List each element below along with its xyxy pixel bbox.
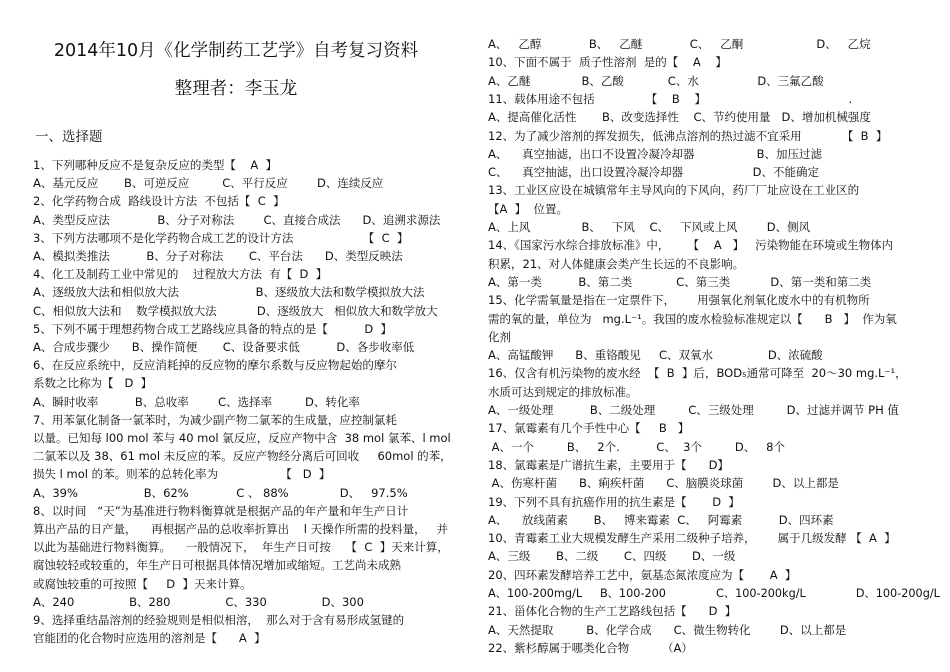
text-line: A、伤寒杆菌 B、痢疾杆菌 C、脑膜炎球菌 D、以上都是 [488, 476, 839, 491]
text-line: A、提高催化活性 B、改变选择性 C、节约使用量 D、增加机械强度 [488, 110, 871, 125]
text-line: A、乙醚 B、乙酸 C、水 D、三氟乙酸 [488, 73, 824, 88]
text-line: 积累，21、对人体健康会类产生长远的不良影响。 [488, 256, 745, 271]
text-line: A、100-200mg/L B、100-200 C、100-200kg/L D、100-200g/L [488, 586, 940, 600]
text-line: A、天然提取 B、化学合成 C、微生物转化 D、以上都是 [488, 622, 847, 637]
text-line: 算出产品的日产量， 再根据产品的总收率折算出 l 天操作所需的投料量， 并 [33, 522, 449, 536]
text-line: 16、仅含有机污染物的废水经 【 B 】后，BOD₅通常可降至 20～30 mg.L⁻¹， [488, 366, 907, 381]
text-line: 18、氯霉素是广谱抗生素，主要用于【 D】 [488, 457, 729, 472]
text-line: 【A 】 位置。 [488, 201, 568, 216]
text-line: 二氯苯以及 38、61 mol 未反应的苯。反应产物经分离后可回收 60mol 的苯， [33, 449, 452, 464]
text-line: 4、化工及制药工业中常见的 过程放大方法 有【 D 】 [33, 267, 328, 282]
text-line: 13、工业区应设在城镇常年主导风向的下风向，药厂厂址应设在工业区的 [488, 183, 860, 198]
text-line: 15、化学需氧量是指在一定票件下， 用强氧化剂氧化废水中的有机物所 [488, 293, 870, 308]
text-line: A、 放线菌素 B、 博来霉素 C、 阿霉素 D、四环素 [488, 512, 834, 527]
text-line: 以量。已知每 l00 mol 苯与 40 mol 氯反应，反应产物中含 38 mol 氯苯、l mol [33, 431, 451, 445]
text-line: A、第一类 B、第二类 C、第三类 D、第一类和第二类 [488, 274, 872, 289]
text-line: 14、《国家污水综合排放标准》中， 【 A 】 污染物能在环境或生物体内 [488, 238, 894, 253]
text-line: 10、青霉素工业大规模发酵生产采用二级种子培养， 属于几级发酵 【 A 】 [488, 531, 896, 546]
text-line: 或腐蚀较重的可按照【 D 】天来计算。 [33, 576, 252, 591]
text-line: 化剂 [488, 329, 511, 344]
text-line: 19、下列不具有抗癌作用的抗生素是【 D 】 [488, 494, 740, 509]
text-line: 10、下面不属于 质子性溶剂 是的【 A 】 [488, 55, 727, 70]
text-line: A、类型反应法 B、分子对称法 C、直接合成法 D、追溯求源法 [33, 212, 441, 227]
text-line: A、39% B、62% C 、 88% D、 97.5% [33, 485, 408, 500]
text-line: A、 真空抽滤，出口不设置冷凝冷却器 B、加压过滤 [488, 146, 823, 161]
text-line: A、 乙醇 B、 乙醚 C、 乙酮 D、 乙烷 [488, 37, 871, 51]
text-line: A、逐级放大法和相似放大法 B、逐级放大法和数学模拟放大法 [33, 285, 425, 300]
text-line: 需的氧的量，单位为 mg.L⁻¹。我国的废水检验标准规定以【 B 】 作为氧 [488, 311, 897, 326]
text-line: 系数之比称为【 D 】 [33, 376, 153, 391]
author-line: 整理者：李玉龙 [174, 79, 298, 99]
document-title: 2014年10月《化学制药工艺学》自考复习资料 [53, 41, 419, 61]
text-line: 5、下列不属于理想药物合成工艺路线应具备的特点的是【 D 】 [33, 321, 393, 336]
text-line: 11、载体用途不包括 【 B 】 . [488, 91, 853, 106]
section-heading: 一、选择题 [35, 129, 103, 145]
text-line: A、一个 B、 2个. C、 3个 D、 8个 [488, 439, 785, 454]
text-line: A、一级处理 B、二级处理 C、三级处理 D、过滤并调节 PH 值 [488, 403, 899, 417]
text-line: A、瞬时收率 B、总收率 C、选择率 D、转化率 [33, 394, 360, 409]
text-line: 1、下列哪种反应不是复杂反应的类型【 A 】 [33, 158, 278, 172]
text-line: 损失 l mol 的苯。则苯的总转化率为 【 D 】 [33, 467, 331, 482]
text-line: 17、氯霉素有几个手性中心【 B 】 [488, 421, 690, 436]
text-line: 腐蚀较轻或较重的，年生产日可根据具体情况增加或缩短。工艺尚未成熟 [33, 558, 401, 573]
text-line: 20、四环素发酵培养工艺中，氨基态氮浓度应为【 A 】 [488, 567, 797, 582]
text-line: 7、用苯氯化制备一氯苯时，为减少副产物二氯苯的生成量，应控制氯耗 [33, 412, 397, 427]
text-line: 21、甾体化合物的生产工艺路线包括【 D 】 [488, 604, 737, 619]
text-line: 3、下列方法哪项不是化学药物合成工艺的设计方法 【 C 】 [33, 230, 409, 245]
text-line: A、模拟类推法 B、分子对称法 C、平台法 D、类型反映法 [33, 249, 403, 263]
text-line: 12、为了减少溶剂的挥发损失，低沸点溶剂的热过滤不宜采用 【 B 】 [488, 128, 888, 143]
text-line: 2、化学药物合成 路线设计方法 不包括【 C 】 [33, 194, 285, 209]
text-line: 以此为基础进行物料衡算。 一般情况下， 年生产日可按 【 C 】天来计算， [33, 540, 449, 555]
text-line: C、 真空抽滤，出口设置冷凝冷却器 D、不能确定 [488, 165, 819, 180]
text-line: 官能团的化合物时应选用的溶剂是【 A 】 [33, 631, 266, 646]
text-line: A、高锰酸钾 B、重铬酸见 C、双氧水 D、浓硫酸 [488, 348, 823, 363]
text-line: A、三级 B、二级 C、四级 D、一级 [488, 549, 736, 564]
text-line: A、合成步骤少 B、操作简便 C、设备要求低 D、各步收率低 [33, 340, 415, 354]
text-line: A、上风 B、 下风 C、 下风或上风 D、侧风 [488, 220, 811, 234]
text-line: 8、以时间 “天”为基准进行物料衡算就是根据产品的年产量和年生产日计 [33, 503, 409, 518]
text-line: 水质可达到规定的排放标准。 [488, 384, 638, 399]
text-line: A、240 B、280 C、330 D、300 [33, 594, 364, 609]
text-line: 6、在反应系统中，反应消耗掉的反应物的摩尔系数与反应物起始的摩尔 [33, 358, 397, 373]
text-line: 22、紫杉醇属于哪类化合物 （A） [488, 640, 693, 655]
text-line: C、相似放大法和 数学模拟放大法 D、逐级放大 相似放大和数学放大 [33, 303, 438, 318]
text-line: 9、选择重结晶溶剂的经验规则是相似相溶， 那么对于含有易形成氢键的 [33, 613, 405, 627]
text-line: A、基元反应 B、可逆反应 C、平行反应 D、连续反应 [33, 176, 384, 191]
